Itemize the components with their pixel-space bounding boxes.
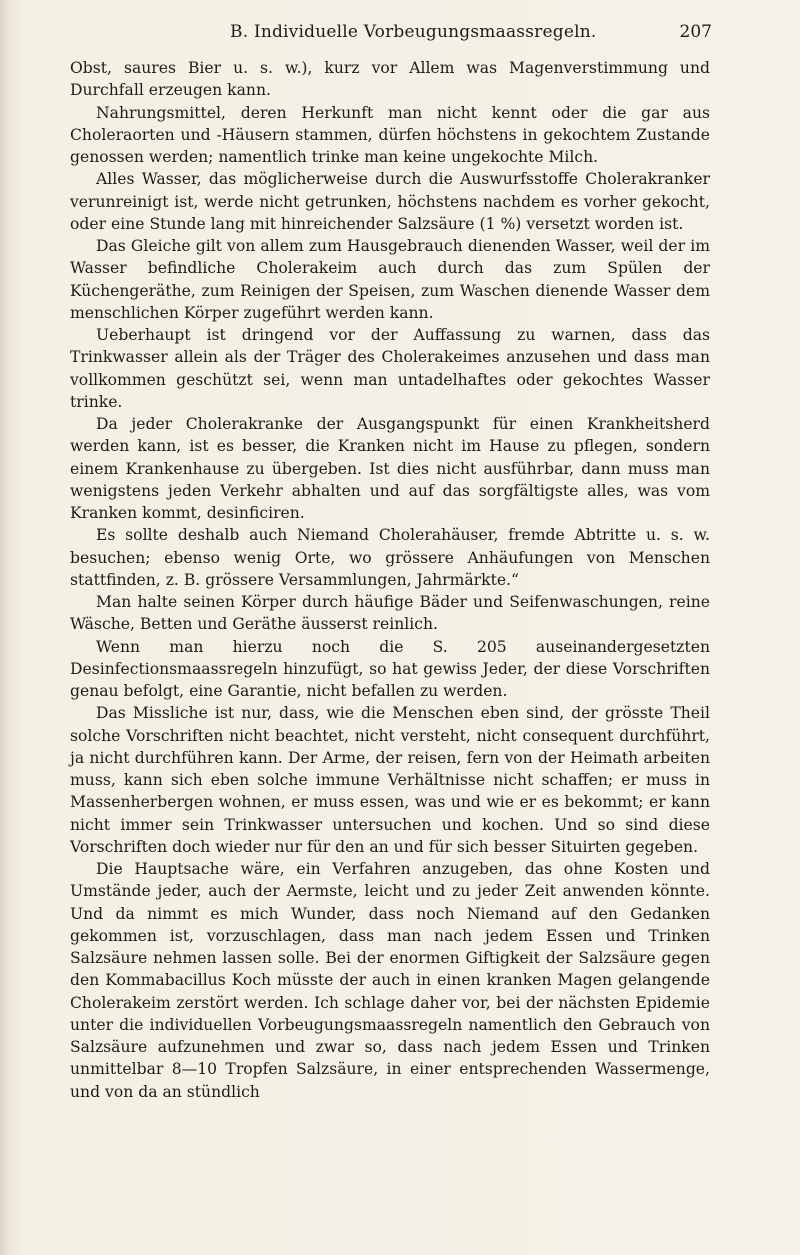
paragraph-water: Alles Wasser, das möglicherweise durch die Auswurfsstoffe Cholerakranker verunreinigt ist, werde nicht getrunken, höchstens nachdem es vorher gekocht, oder eine Stunde lang mit hinreichender Salzsäure (1 %) versetzt worden ist. <box>70 170 710 233</box>
paragraph-disinfection: Wenn man hierzu noch die S. 205 auseinandergesetzten Desinfectionsmaassregeln hinzufügt, so hat gewiss Jeder, der diese Vorschriften genau befolgt, eine Garantie, nicht befallen zu werden. <box>70 637 710 700</box>
paragraph-household-water: Das Gleiche gilt von allem zum Hausgebrauch dienenden Wasser, weil der im Wasser befindliche Cholerakeim auch durch das zum Spülen der Küchengeräthe, zum Reinigen der Speisen, zum Waschen dienende Wasser dem menschlichen Körper zugeführt werden kann. <box>70 237 710 322</box>
paragraph-sick-care: Da jeder Cholerakranke der Ausgangspunkt für einen Krankheitsherd werden kann, ist es besser, die Kranken nicht im Hause zu pflegen, sondern einem Krankenhause zu übergeben. Ist dies nicht ausführbar, dann muss man wenigstens jeden Verkehr abhalten und auf das sorgfältigste alles, was vom Kranken kommt, desinficiren. <box>70 415 710 522</box>
page-number: 207 <box>679 22 712 42</box>
paragraph-hygiene: Man halte seinen Körper durch häufige Bäder und Seifenwaschungen, reine Wäsche, Betten und Geräthe äusserst reinlich. <box>70 593 710 634</box>
running-title: B. Individuelle Vorbeugungsmaassregeln. <box>230 22 597 42</box>
running-head <box>70 22 710 48</box>
paragraph-continued: Obst, saures Bier u. s. w.), kurz vor Allem was Magenverstimmung und Durchfall erzeugen kann. <box>70 59 710 100</box>
body-text <box>70 57 710 1103</box>
paragraph-warning: Ueberhaupt ist dringend vor der Auffassung zu warnen, dass das Trinkwasser allein als der Träger des Cholerakeimes anzusehen und dass man vollkommen geschützt sei, wenn man untadelhaftes oder gekochtes Wasser trinke. <box>70 326 710 411</box>
paragraph-proposal: Die Hauptsache wäre, ein Verfahren anzugeben, das ohne Kosten und Umstände jeder, auch der Aermste, leicht und zu jeder Zeit anwenden könnte. Und da nimmt es mich Wunder, dass noch Niemand auf den Gedanken gekommen ist, vorzuschlagen, dass man nach jedem Essen und Trinken Salzsäure nehmen lassen solle. Bei der enormen Giftigkeit der Salzsäure gegen den Kommabacillus Koch müsste der auch in einen kranken Magen gelangende Cholerakeim zerstört werden. Ich schlage daher vor, bei der nächsten Epidemie unter die individuellen Vorbeugungsmaassregeln namentlich den Gebrauch von Salzsäure aufzunehmen und zwar so, dass nach jedem Essen und Trinken unmittelbar 8—10 Tropfen Salzsäure, in einer entsprechenden Wassermenge, und von da an stündlich <box>70 860 710 1101</box>
paragraph-food: Nahrungsmittel, deren Herkunft man nicht kennt oder die gar aus Choleraorten und -Häusern stammen, dürfen höchstens in gekochtem Zustande genossen werden; namentlich trinke man keine ungekochte Milch. <box>70 103 710 166</box>
paragraph-problem: Das Missliche ist nur, dass, wie die Menschen eben sind, der grösste Theil solche Vorschriften nicht beachtet, nicht versteht, nicht consequent durchführt, ja nicht durchführen kann. Der Arme, der reisen, fern von der Heimath arbeiten muss, kann sich eben solche immune Verhältnisse nicht schaffen; er muss in Massenherbergen wohnen, er muss essen, was und wie er es bekommt; er kann nicht immer sein Trinkwasser untersuchen und kochen. Und so sind diese Vorschriften doch wieder nur für den an und für sich besser Situirten gegeben. <box>70 704 710 856</box>
paragraph-avoid-crowds: Es sollte deshalb auch Niemand Cholerahäuser, fremde Abtritte u. s. w. besuchen; ebenso wenig Orte, wo grössere Anhäufungen von Menschen stattfinden, z. B. grössere Versammlungen, Jahrmärkte.“ <box>70 526 710 589</box>
